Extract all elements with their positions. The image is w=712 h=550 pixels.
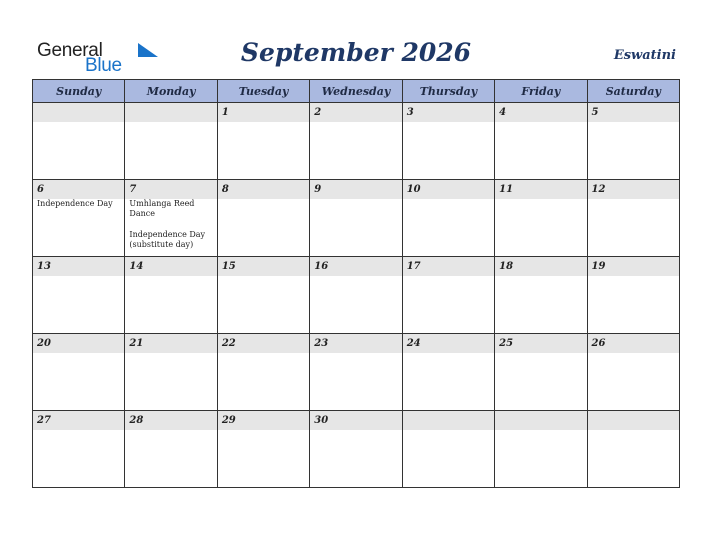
day-cell: [33, 180, 125, 257]
day-cell: [495, 411, 587, 488]
day-cell: [217, 103, 309, 180]
weekday-wednesday: Wednesday: [310, 80, 402, 103]
day-number: 11: [495, 180, 586, 199]
day-cell: [33, 334, 125, 411]
day-cell: [402, 180, 494, 257]
day-number: 22: [218, 334, 309, 353]
day-cell: [125, 180, 217, 257]
day-number: 12: [588, 180, 679, 199]
day-number: 28: [125, 411, 216, 430]
day-number: 29: [218, 411, 309, 430]
day-number: 19: [588, 257, 679, 276]
day-number: 23: [310, 334, 401, 353]
day-cell: [125, 411, 217, 488]
page-title: September 2026: [240, 38, 472, 67]
day-number: [33, 103, 124, 122]
weekday-header-row: [33, 80, 680, 103]
holiday-event: Independence Day: [37, 199, 113, 208]
day-cell: [125, 334, 217, 411]
day-number: 15: [218, 257, 309, 276]
day-number: [125, 103, 216, 122]
day-number: 25: [495, 334, 586, 353]
day-cell: [33, 411, 125, 488]
day-number: 18: [495, 257, 586, 276]
day-number: 10: [403, 180, 494, 199]
weekday-saturday: Saturday: [587, 80, 679, 103]
day-events: [125, 199, 216, 250]
week-row: [33, 103, 680, 180]
weekday-sunday: Sunday: [33, 80, 125, 103]
weekday-thursday: Thursday: [402, 80, 494, 103]
day-number: 3: [403, 103, 494, 122]
day-cell: [310, 103, 402, 180]
day-cell: [402, 334, 494, 411]
day-cell: [125, 103, 217, 180]
weekday-friday: Friday: [495, 80, 587, 103]
day-cell: [310, 411, 402, 488]
day-cell: [402, 411, 494, 488]
weekday-tuesday: Tuesday: [217, 80, 309, 103]
week-row: [33, 411, 680, 488]
day-cell: [587, 334, 679, 411]
day-cell: [495, 180, 587, 257]
day-number: 7: [125, 180, 216, 199]
day-number: 21: [125, 334, 216, 353]
calendar-grid: [32, 79, 680, 488]
holiday-event: Umhlanga Reed Dance: [129, 199, 195, 218]
weekday-monday: Monday: [125, 80, 217, 103]
day-cell: [217, 180, 309, 257]
week-row: [33, 334, 680, 411]
day-cell: [495, 257, 587, 334]
day-cell: [310, 180, 402, 257]
logo-general-text: General: [37, 40, 103, 61]
day-cell: [33, 103, 125, 180]
day-events: [33, 199, 124, 209]
day-number: 5: [588, 103, 679, 122]
day-number: 17: [403, 257, 494, 276]
day-number: 30: [310, 411, 401, 430]
day-cell: [402, 257, 494, 334]
day-number: 14: [125, 257, 216, 276]
week-row: [33, 257, 680, 334]
week-row: [33, 180, 680, 257]
holiday-event: Independence Day (substitute day): [129, 230, 206, 249]
day-number: 13: [33, 257, 124, 276]
day-cell: [587, 180, 679, 257]
day-number: 9: [310, 180, 401, 199]
day-number: 4: [495, 103, 586, 122]
day-cell: [125, 257, 217, 334]
day-number: 16: [310, 257, 401, 276]
day-cell: [402, 103, 494, 180]
day-cell: [587, 257, 679, 334]
day-number: [403, 411, 494, 430]
day-cell: [217, 334, 309, 411]
day-number: 8: [218, 180, 309, 199]
day-number: 1: [218, 103, 309, 122]
day-cell: [33, 257, 125, 334]
day-number: 6: [33, 180, 124, 199]
day-cell: [310, 257, 402, 334]
country-label: Eswatini: [613, 48, 676, 63]
day-cell: [217, 257, 309, 334]
day-cell: [495, 334, 587, 411]
day-cell: [495, 103, 587, 180]
day-cell: [587, 103, 679, 180]
day-cell: [310, 334, 402, 411]
day-number: 24: [403, 334, 494, 353]
day-number: 27: [33, 411, 124, 430]
day-number: [588, 411, 679, 430]
day-number: 26: [588, 334, 679, 353]
logo-blue-text: Blue: [85, 55, 122, 76]
day-cell: [217, 411, 309, 488]
day-cell: [587, 411, 679, 488]
day-number: 2: [310, 103, 401, 122]
day-number: [495, 411, 586, 430]
day-number: 20: [33, 334, 124, 353]
